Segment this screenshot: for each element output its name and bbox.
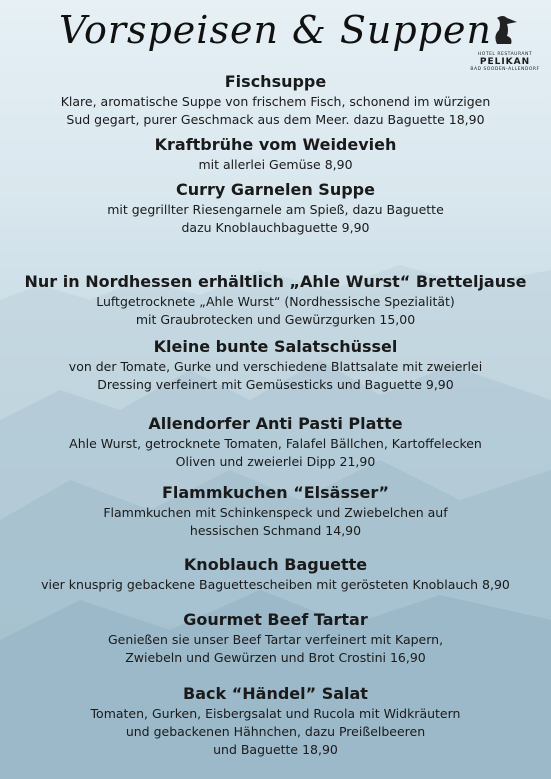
dish-name: Curry Garnelen Suppe [176,180,375,199]
dish-description: mit allerlei Gemüse 8,90 [198,157,353,172]
dish-name: Gourmet Beef Tartar [183,610,368,629]
dish-name: Allendorfer Anti Pasti Platte [148,414,403,433]
dish-description: Ahle Wurst, getrocknete Tomaten, Falafel Bällchen, Kartoffelecken Oliven und zweierlei Dipp 21,90 [69,436,482,469]
menu-item [0,272,551,329]
dish-name: Flammkuchen “Elsässer” [161,483,390,502]
dish-description: vier knusprig gebackene Baguettescheiben mit gerösteten Knoblauch 8,90 [41,577,510,592]
dish-description: Klare, aromatische Suppe von frischem Fisch, schonend im würzigen Sud gegart, purer Geschmack aus dem Meer. dazu Baguette 18,90 [60,94,491,127]
dish-name: Kraftbrühe vom Weidevieh [154,135,397,154]
menu-item [0,337,551,394]
dish-name: Knoblauch Baguette [183,555,368,574]
menu-item [0,180,551,237]
dish-description: von der Tomate, Gurke und verschiedene Blattsalate mit zweierlei Dressing verfeinert mit Gemüsesticks und Baguette 9,90 [68,359,483,392]
logo-top: HOTEL RESTAURANT [477,52,533,57]
dish-description: mit gegrillter Riesengarnele am Spieß, dazu Baguette dazu Knoblauchbaguette 9,90 [107,202,444,235]
dish-description: Tomaten, Gurken, Eisbergsalat und Rucola mit Widkräutern und gebackenen Hähnchen, dazu Preißelbeeren und Baguette 18,90 [90,706,461,757]
dish-name: Back “Händel” Salat [183,684,368,703]
logo-bottom: BAD SOODEN-ALLENDORF [470,67,540,72]
dish-description: Flammkuchen mit Schinkenspeck und Zwiebelchen auf hessischen Schmand 14,90 [103,505,448,538]
hotel-logo [470,12,540,72]
menu-item [0,555,551,594]
menu-item [0,135,551,174]
menu-item [0,610,551,667]
dish-name: Kleine bunte Salatschüssel [153,337,398,356]
menu-item [0,414,551,471]
menu-item [0,684,551,759]
logo-name: PELIKAN [479,57,531,67]
menu-item [0,483,551,540]
dish-description: Genießen sie unser Beef Tartar verfeinert mit Kapern, Zwiebeln und Gewürzen und Brot Crostini 16,90 [107,632,444,665]
dish-name: Nur in Nordhessen erhältlich „Ahle Wurst“ Bretteljause [24,272,527,291]
page-title: Vorspeisen & Suppen [58,8,493,52]
pelican-icon [487,12,523,48]
dish-name: Fischsuppe [224,72,327,91]
dish-description: Luftgetrocknete „Ahle Wurst“ (Nordhessische Spezialität) mit Graubrotecken und Gewürzgurken 15,00 [96,294,455,327]
menu-item [0,72,551,129]
